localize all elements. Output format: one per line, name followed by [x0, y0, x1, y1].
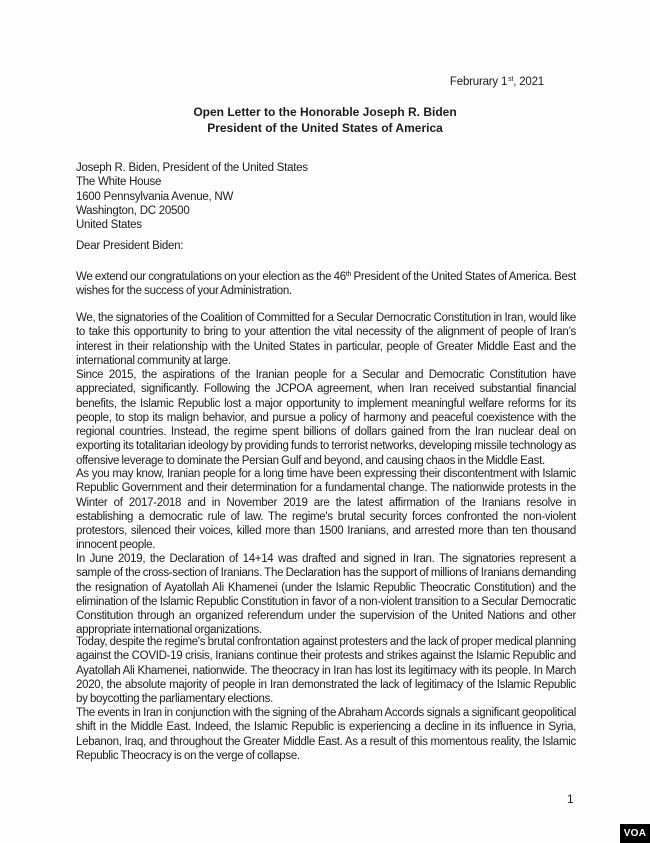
salutation: Dear President Biden: — [76, 240, 184, 252]
paragraph-protests: As you may know, Iranian people for a long time have been expressing their discontentment with Islamic Republic Government and their determination for a fundamental change. The nationwide protests in the Winter of 2017-2018 and in November 2019 are the latest affirmation of the Iranians resolve in establishing a democratic rule of law. The regime's brutal security forces confronted the non-violent protestors, silenced their voices, killed more than 1500 Iranians, and arrested more than ten thousand innocent people. — [76, 468, 576, 552]
paragraph-abraham-accords: The events in Iran in conjunction with the signing of the Abraham Accords signals a significant geopolitical shift in the Middle East. Indeed, the Islamic Republic is experiencing a decline in its influence in Syria, Lebanon, Iraq, and throughout the Greater Middle East. As a result of this momentous reality, the Islamic Republic Theocracy is on the verge of collapse. — [76, 707, 576, 762]
recipient-address — [76, 161, 308, 232]
letter-date — [450, 76, 544, 88]
voa-logo — [620, 824, 650, 843]
ordinal-suffix: th — [345, 271, 352, 278]
date-year: , 2021 — [513, 76, 544, 88]
title-line-2: President of the United States of America — [207, 121, 443, 135]
address-line: Washington, DC 20500 — [76, 204, 190, 217]
paragraph-coalition: We, the signatories of the Coalition of Committed for a Secular Democratic Constitution in Iran, would like to take this opportunity to bring to your attention the vital necessity of the alignment of people of Iran’s interest in their relationship with the United States in particular, people of Greater Middle East and the international community at large. — [76, 312, 576, 367]
paragraph-jcpoa: Since 2015, the aspirations of the Iranian people for a Secular and Democratic Constitution have appreciated, significantly. Following the JCPOA agreement, when Iran received substantial financial benefits, the Islamic Republic lost a major opportunity to implement meaningful welfare reforms for its people, to stop its malign behavior, and pursue a policy of harmony and peaceful coexistence with the regional countries. Instead, the regime spent billions of dollars gained from the Iran nuclear deal on exporting its totalitarian ideology by providing funds to terrorist networks, developing missile technology as offensive leverage to dominate the Persian Gulf and beyond, and causing chaos in the Middle East. — [76, 369, 577, 467]
paragraph-declaration: In June 2019, the Declaration of 14+14 was drafted and signed in Iran. The signatories represent a sample of the cross-section of Iranians. The Declaration has the support of millions of Iranians demanding the resignation of Ayatollah Ali Khamenei (under the Islamic Republic Theocratic Constitution) and the elimination of the Islamic Republic Constitution in favor of a non-violent transition to a Secular Democratic Constitution through an organized referendum under the supervision of the United Nations and other appropriate international organizations. — [76, 553, 576, 637]
letter-title — [0, 104, 650, 136]
address-line: United States — [76, 219, 142, 232]
date-ordinal-suffix: st — [508, 76, 514, 83]
page-number: 1 — [567, 792, 574, 806]
voa-logo-text: VOA — [623, 828, 647, 839]
title-line-1: Open Letter to the Honorable Joseph R. Biden — [193, 105, 457, 119]
address-line: 1600 Pennsylvania Avenue, NW — [76, 190, 234, 203]
paragraph-congratulations: We extend our congratulations on your election as the 46th President of the United States of America. Best wishes for the success of your Administration. — [76, 271, 576, 298]
address-line: The White House — [76, 176, 162, 189]
address-line: Joseph R. Biden, President of the United States — [76, 162, 308, 174]
date-prefix: Februrary 1 — [449, 76, 508, 88]
paragraph-covid: Today, despite the regime's brutal confrontation against protesters and the lack of proper medical planning against the COVID-19 crisis, Iranians continue their protests and strikes against the Islamic Republic and Ayatollah Ali Khamenei, nationwide. The theocracy in Iran has lost its legitimacy with its people. In March 2020, the absolute majority of people in Iran demonstrated the lack of legitimacy of the Islamic Republic by boycotting the parliamentary elections. — [76, 636, 576, 706]
